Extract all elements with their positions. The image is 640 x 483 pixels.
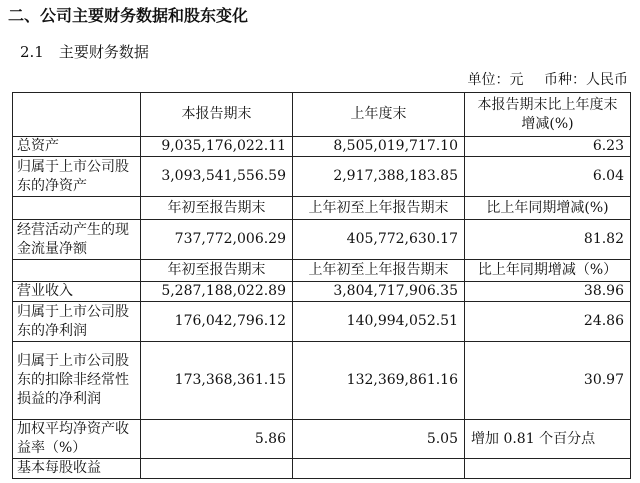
- header-cell: 本报告期末比上年度末增减(%): [465, 93, 631, 137]
- table-row: [13, 302, 631, 342]
- table-row: [13, 342, 631, 420]
- row-label: 归属于上市公司股东的净利润: [13, 302, 141, 342]
- unit-line: [452, 71, 628, 89]
- table-header-row: [13, 197, 631, 220]
- table-row: [13, 282, 631, 302]
- value-cell: [465, 459, 631, 479]
- value-cell: 140,994,052.51: [293, 302, 465, 342]
- value-cell: 38.96: [465, 282, 631, 302]
- section-heading: 二、公司主要财务数据和股东变化: [8, 6, 249, 25]
- row-label: 营业收入: [13, 282, 141, 302]
- value-cell: 5,287,188,022.89: [141, 282, 293, 302]
- row-label: 总资产: [13, 137, 141, 157]
- header-cell: 本报告期末: [141, 93, 293, 137]
- table-row: [13, 157, 631, 197]
- header-cell: 比上年同期增减(%): [465, 197, 631, 220]
- table-row: [13, 420, 631, 459]
- value-cell: 6.23: [465, 137, 631, 157]
- header-cell: 年初至报告期末: [141, 260, 293, 282]
- header-cell: 上年初至上年报告期末: [293, 260, 465, 282]
- value-cell: 5.86: [141, 420, 293, 459]
- value-cell: 176,042,796.12: [141, 302, 293, 342]
- header-cell: 上年初至上年报告期末: [293, 197, 465, 220]
- table-row: [13, 459, 631, 479]
- value-cell: 增加 0.81 个百分点: [465, 420, 631, 459]
- value-cell: 24.86: [465, 302, 631, 342]
- value-cell: 5.05: [293, 420, 465, 459]
- table-row: [13, 220, 631, 260]
- row-label: 经营活动产生的现金流量净额: [13, 220, 141, 260]
- value-cell: 9,035,176,022.11: [141, 137, 293, 157]
- table-header-row: [13, 93, 631, 137]
- value-cell: [293, 459, 465, 479]
- header-cell: 年初至报告期末: [141, 197, 293, 220]
- currency-type: 币种：人民币: [544, 72, 628, 88]
- currency-unit: 单位：元: [467, 72, 524, 88]
- row-label: 归属于上市公司股东的净资产: [13, 157, 141, 197]
- value-cell: 3,093,541,556.59: [141, 157, 293, 197]
- value-cell: 405,772,630.17: [293, 220, 465, 260]
- header-blank-cell: [13, 197, 141, 220]
- value-cell: 173,368,361.15: [141, 342, 293, 420]
- value-cell: 3,804,717,906.35: [293, 282, 465, 302]
- value-cell: 81.82: [465, 220, 631, 260]
- header-cell: 比上年同期增减（%）: [465, 260, 631, 282]
- row-label: 加权平均净资产收益率（%）: [13, 420, 141, 459]
- subsection-heading: 2.1 主要财务数据: [20, 43, 149, 61]
- value-cell: [141, 459, 293, 479]
- table-header-row: [13, 260, 631, 282]
- value-cell: 737,772,006.29: [141, 220, 293, 260]
- financial-data-table: [12, 92, 631, 479]
- header-cell: 上年度末: [293, 93, 465, 137]
- value-cell: 8,505,019,717.10: [293, 137, 465, 157]
- header-blank-cell: [13, 260, 141, 282]
- table-row: [13, 137, 631, 157]
- value-cell: 2,917,388,183.85: [293, 157, 465, 197]
- value-cell: 6.04: [465, 157, 631, 197]
- header-blank-cell: [13, 93, 141, 137]
- row-label: 归属于上市公司股东的扣除非经常性损益的净利润: [13, 342, 141, 420]
- value-cell: 30.97: [465, 342, 631, 420]
- row-label: 基本每股收益: [13, 459, 141, 479]
- value-cell: 132,369,861.16: [293, 342, 465, 420]
